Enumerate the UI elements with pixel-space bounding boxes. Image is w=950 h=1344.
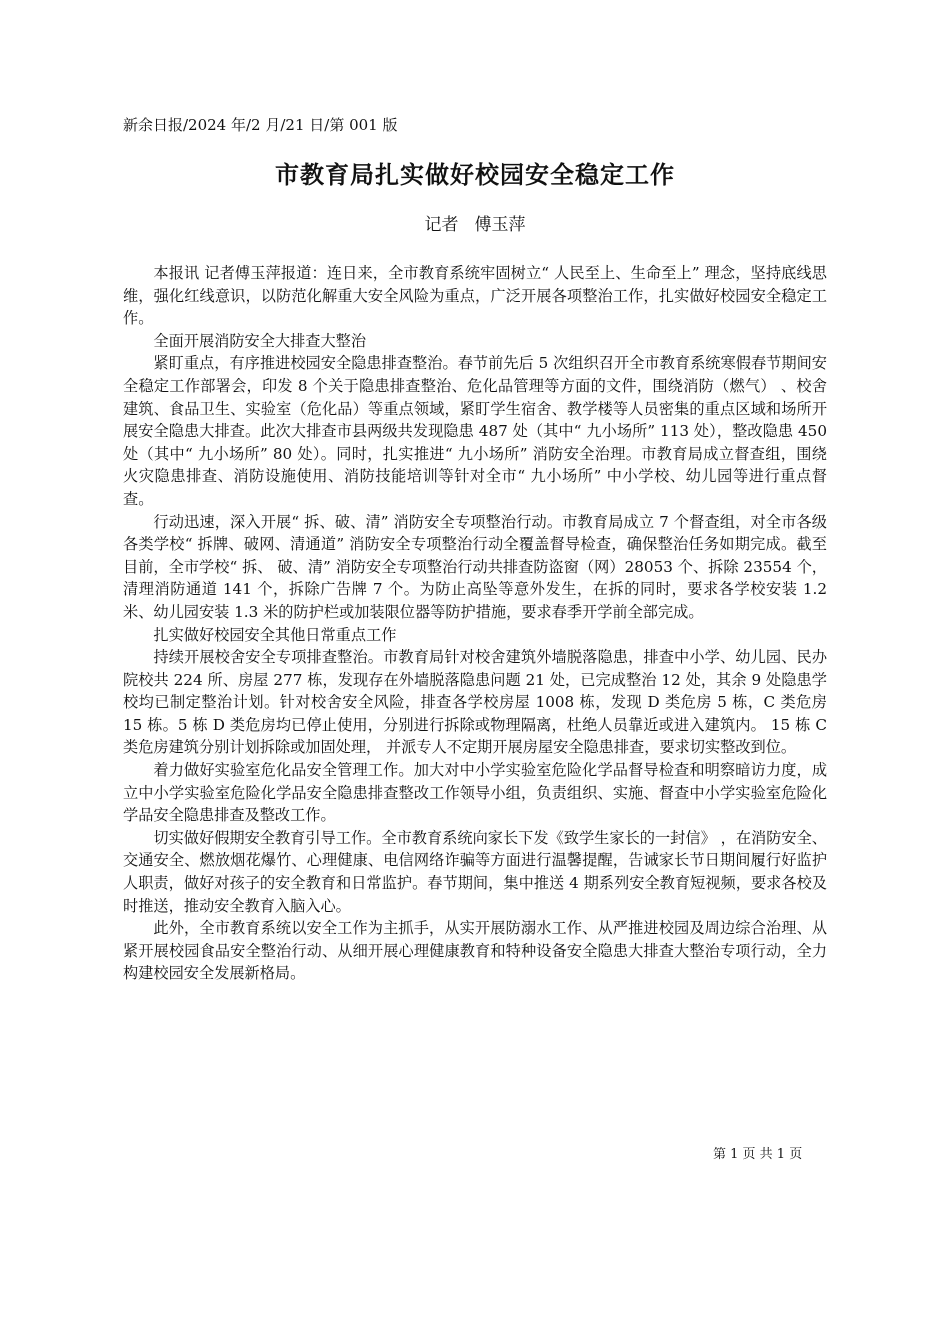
paragraph-intro: 本报讯 记者傅玉萍报道：连日来，全市教育系统牢固树立“ 人民至上、生命至上” 理念，坚持底线思维，强化红线意识，以防范化解重大安全风险为重点，广泛开展各项整治工作，扎实做好校园安全稳定工作。 xyxy=(123,264,827,328)
paragraph: 紧盯重点，有序推进校园安全隐患排查整治。春节前先后 5 次组织召开全市教育系统寒假春节期间安全稳定工作部署会，印发 8 个关于隐患排查整治、危化品管理等方面的文件，围绕消防（燃气） 、校舍建筑、食品卫生、实验室（危化品）等重点领域，紧盯学生宿舍、教学楼等人员密集的重点区域和场所开展安全隐患大排查。此次大排查市县两级共发现隐患 487 处（其中“ 九小场所” 113 处），整改隐患 450 处（其中“ 九小场所” 80 处）。同时，扎实推进“ 九小场所” 消防安全治理。市教育局成立督查组，围绕火灾隐患排查、消防设施使用、消防技能培训等针对全市“ 九小场所” 中小学校、幼儿园等进行重点督查。 xyxy=(123,354,827,508)
paragraph: 此外，全市教育系统以安全工作为主抓手，从实开展防溺水工作、从严推进校园及周边综合治理、从紧开展校园食品安全整治行动、从细开展心理健康教育和特种设备安全隐患大排查大整治专项行动，全力构建校园安全发展新格局。 xyxy=(123,919,827,983)
page-number: 第 1 页 共 1 页 xyxy=(713,1147,803,1162)
byline-role: 记者 xyxy=(424,215,459,235)
paragraph: 切实做好假期安全教育引导工作。全市教育系统向家长下发《致学生家长的一封信》 ，在消防安全、交通安全、燃放烟花爆竹、心理健康、电信网络诈骗等方面进行温馨提醒，告诫家长节日期间履行好监护人职责，做好对孩子的安全教育和日常监护。春节期间，集中推送 4 期系列安全教育短视频，要求各校及时推送，推动安全教育入脑入心。 xyxy=(123,828,827,915)
byline-name: 傅玉萍 xyxy=(474,215,526,235)
paragraph: 着力做好实验室危化品安全管理工作。加大对中小学实验室危险化学品督导检查和明察暗访力度，成立中小学实验室危险化学品安全隐患排查整改工作领导小组，负责组织、实施、督查中小学实验室危险化学品安全隐患排查及整改工作。 xyxy=(123,761,827,825)
article-title: 市教育局扎实做好校园安全稳定工作 xyxy=(275,161,675,189)
section-heading-daily-work: 扎实做好校园安全其他日常重点工作 xyxy=(153,625,397,644)
paragraph: 持续开展校舍安全专项排查整治。市教育局针对校舍建筑外墙脱落隐患，排查中小学、幼儿园、民办院校共 224 所、房屋 277 栋，发现存在外墙脱落隐患问题 21 处，已完成整治 12 处，其余 9 处隐患学校均已制定整治计划。针对校舍安全风险，排查各学校房屋 1008 栋，发现 D 类危房 5 栋，C 类危房 15 栋。5 栋 D 类危房均已停止使用，分别进行拆除或物理隔离，杜绝人员靠近或进入建筑内。 15 栋 C 类危房建筑分别计划拆除或加固处理， 并派专人不定期开展房屋安全隐患排查，要求切实整改到位。 xyxy=(123,648,827,757)
section-heading-fire-safety: 全面开展消防安全大排查大整治 xyxy=(153,331,367,350)
article-body xyxy=(123,262,827,985)
byline xyxy=(0,213,950,237)
source-line: 新余日报/2024 年/2 月/21 日/第 001 版 xyxy=(123,116,398,134)
paragraph: 行动迅速，深入开展“ 拆、破、清” 消防安全专项整治行动。市教育局成立 7 个督查组，对全市各级各类学校“ 拆牌、破网、清通道” 消防安全专项整治行动全覆盖督导检查，确保整治任务如期完成。截至目前，全市学校“ 拆、 破、清” 消防安全专项整治行动共排查防盗窗（网）28053 个、拆除 23554 个，清理消防通道 141 个，拆除广告牌 7 个。为防止高坠等意外发生，在拆的同时，要求各学校安装 1.2 米、幼儿园安装 1.3 米的防护栏或加装限位器等防护措施，要求春季开学前全部完成。 xyxy=(123,512,827,621)
